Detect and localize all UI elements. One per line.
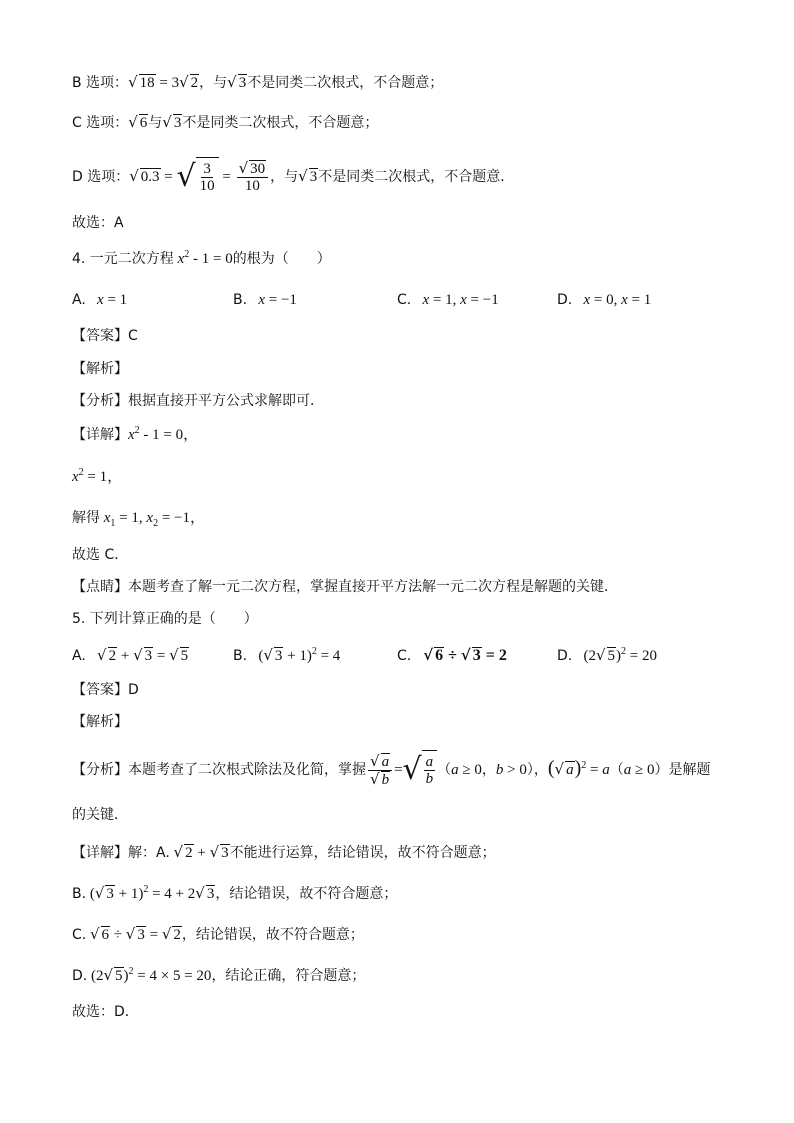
q4-option-c: C. x = 1, x = −1 xyxy=(397,292,499,308)
q5-d-prefix: D. xyxy=(72,968,88,984)
c-option-mid: 与 xyxy=(148,115,163,131)
q5-xiangjie: 【详解】解：A. √ 2 + √ 3不能进行运算，结论错误，故不符合题意； xyxy=(72,843,496,861)
c-option-line: C 选项：√ 6与√ 3不是同类二次根式，不合题意； xyxy=(72,113,379,131)
q5-stem: 5. 下列计算正确的是（ ） xyxy=(72,611,258,627)
q5-option-d: D. (2√ 5)$^2$ = 20 xyxy=(557,646,658,664)
q5-b: B. (√ 3 + 1)$^2$ = 4 + 2√ 3，结论错误，故不符合题意； xyxy=(72,884,398,902)
q5-choose: 故选：D． xyxy=(72,1004,139,1020)
b-option-line: B 选项：√ 18 = 3√ 2，与√ 3不是同类二次根式，不合题意； xyxy=(72,73,444,91)
q5-d: D. (2√ 5)$^2$ = 4 × 5 = 20，结论正确，符合题意； xyxy=(72,966,366,984)
q5-fenxi-cond2b: ）是解题 xyxy=(654,762,711,778)
q4-xiangjie: 【详解】$x^2 - 1 = 0$， xyxy=(72,425,199,443)
q4-option-b: B. x = −1 xyxy=(233,292,297,308)
q4-xiangjie-label: 【详解】 xyxy=(72,427,128,443)
q4-dianjing: 【点睛】本题考查了解一元二次方程，掌握直接开平方法解一元二次方程是解题的关键． xyxy=(72,579,618,595)
q4-option-b-label: B. xyxy=(233,292,248,308)
q5-jiexi: 【解析】 xyxy=(72,714,128,730)
q5-fenxi-cond1c: ）， xyxy=(526,762,548,778)
q4-solve: 解得 $x_1 = 1$, $x_2 = -1$， xyxy=(72,510,205,529)
q5-option-a: A. √ 2 + √ 3 = √ 5 xyxy=(72,646,189,664)
q5-xiangjie-tail: 不能进行运算，结论错误，故不符合题意； xyxy=(229,845,496,861)
q4-jiexi: 【解析】 xyxy=(72,361,128,377)
q5-b-prefix: B. xyxy=(72,886,87,902)
q5-fenxi-prefix: 【分析】本题考查了二次根式除法及化简，掌握 xyxy=(72,762,366,778)
q5-fenxi-cond1: （ xyxy=(437,762,452,778)
q5-option-a-label: A. xyxy=(72,648,86,664)
q4-option-c-label: C. xyxy=(397,292,412,308)
q4-option-a-label: A. xyxy=(72,292,86,308)
q5-option-b: B. (√ 3 + 1)$^2$ = 4 xyxy=(233,646,341,664)
d-option-tail: 不是同类二次根式，不合题意． xyxy=(318,169,515,185)
c-option-tail: 不是同类二次根式，不合题意； xyxy=(182,115,379,131)
q5-xiangjie-prefix: 【详解】解：A. xyxy=(72,845,170,861)
q5-fenxi-cont: 的关键． xyxy=(72,807,128,823)
q5-option-d-label: D. xyxy=(557,648,573,664)
q5-c-prefix: C. xyxy=(72,927,87,943)
q4-step1: $x^2 = 1$， xyxy=(72,467,123,485)
q5-b-tail: ，结论错误，故不符合题意； xyxy=(215,886,398,902)
q5-option-b-label: B. xyxy=(233,648,248,664)
d-option-mid: ，与 xyxy=(270,169,299,185)
q5-fenxi-cond2: （ xyxy=(609,762,624,778)
q5-fenxi-cond1b: ， xyxy=(481,762,496,778)
b-option-math: √ 18 = 3√ 2 xyxy=(128,73,199,91)
q4-answer: 【答案】C xyxy=(72,328,138,344)
q4-fenxi: 【分析】根据直接开平方公式求解即可． xyxy=(72,393,324,409)
q4-stem: 4. 一元二次方程 $x^2 - 1 = 0$的根为（ ） xyxy=(72,249,331,267)
q5-fenxi: 【分析】本题考查了二次根式除法及化简，掌握 $\frac{√ a}{√ b}$ = √ $\frac{a}{b}$ （a ≥ 0，b > 0），(√ a)$^2$ = a（a ≥ 0）是解题 xyxy=(72,748,710,790)
q4-text: 4. 一元二次方程 xyxy=(72,251,174,267)
q5-c-tail: ，结论错误，故不符合题意； xyxy=(181,927,364,943)
q5-option-c: C. √ 6 ÷ √ 3 = 2 xyxy=(397,646,507,664)
answer-prev: 故选：A xyxy=(72,215,124,231)
q4-option-d-label: D. xyxy=(557,292,573,308)
q4-choose: 故选 C． xyxy=(72,547,129,563)
q4-solve-label: 解得 xyxy=(72,510,100,526)
q5-c: C. √ 6 ÷ √ 3 = √ 2，结论错误，故不符合题意； xyxy=(72,925,364,943)
q5-d-tail: ，结论正确，符合题意； xyxy=(211,968,366,984)
d-option-line: D 选项：√ 0.3 = √ $\frac{3}{10}$ = $\frac{√ 30}{10}$ ，与√ 3不是同类二次根式，不合题意． xyxy=(72,156,514,197)
b-option-prefix: B 选项： xyxy=(72,75,129,91)
q5-answer: 【答案】D xyxy=(72,682,139,698)
c-option-prefix: C 选项： xyxy=(72,115,129,131)
q4-option-a: A. x = 1 xyxy=(72,292,128,308)
q4-option-d: D. x = 0, x = 1 xyxy=(557,292,652,308)
b-option-suffix: ，与 xyxy=(199,75,228,91)
q5-option-c-label: C. xyxy=(397,648,412,664)
q4-tail: 的根为（ ） xyxy=(232,251,331,267)
d-option-prefix: D 选项： xyxy=(72,169,130,185)
b-option-tail: 不是同类二次根式，不合题意； xyxy=(247,75,444,91)
